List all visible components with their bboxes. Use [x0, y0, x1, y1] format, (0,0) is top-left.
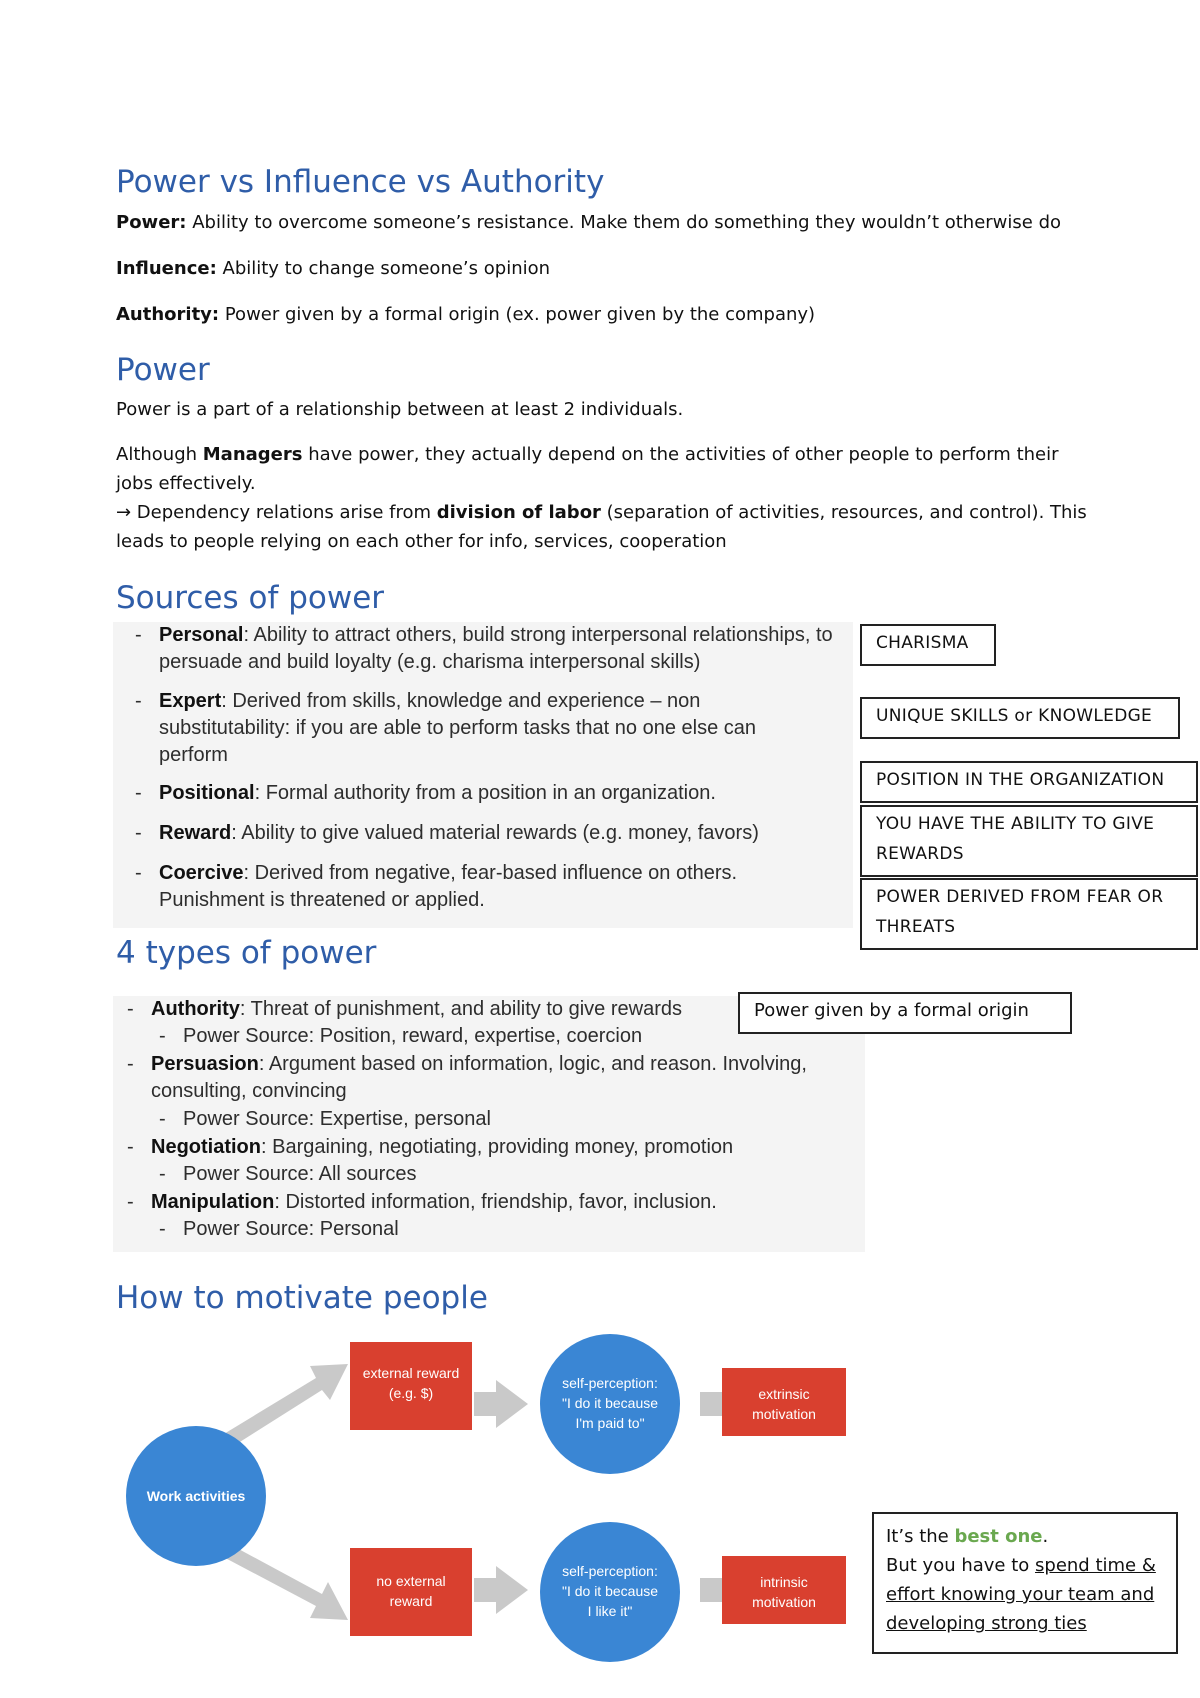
- source-item-expert: - Expert: Derived from skills, knowledge and experience – non substitutability: if you are able to perform tasks that no one else can perform: [135, 690, 756, 766]
- no-reward-label-1: no external: [376, 1573, 446, 1589]
- heading-power: Power: [116, 352, 210, 388]
- external-reward-label-2: (e.g. $): [388, 1385, 434, 1401]
- type-source-manipulation: - Power Source: Personal: [159, 1218, 399, 1240]
- self2-label-1: self-perception:: [562, 1563, 658, 1579]
- note-charisma: CHARISMA: [860, 624, 996, 666]
- note-position: POSITION IN THE ORGANIZATION: [860, 761, 1198, 803]
- arrow-top-1: [474, 1380, 528, 1428]
- note-best-one: It’s the best one. But you have to spend time & effort knowing your team and developing strong ties: [872, 1512, 1178, 1654]
- heading-sources-of-power: Sources of power: [116, 580, 385, 616]
- type-item-authority: - Authority: Threat of punishment, and ability to give rewards: [127, 998, 682, 1020]
- note-formal-origin: Power given by a formal origin: [738, 992, 1072, 1034]
- type-source-negotiation: - Power Source: All sources: [159, 1163, 417, 1185]
- authority-definition: Authority: Power given by a formal origin (ex. power given by the company): [116, 304, 816, 325]
- extrinsic-label-1: extrinsic: [758, 1386, 810, 1402]
- self1-label-2: "I do it because: [561, 1395, 659, 1411]
- intrinsic-motivation-box: [722, 1556, 846, 1624]
- source-item-reward: - Reward: Ability to give valued material rewards (e.g. money, favors): [135, 822, 759, 844]
- external-reward-label-1: external reward: [362, 1365, 460, 1381]
- heading-power-vs-influence: Power vs Influence vs Authority: [116, 164, 605, 200]
- note-fear: POWER DERIVED FROM FEAR OR THREATS: [860, 878, 1198, 950]
- source-item-personal: - Personal: Ability to attract others, build strong interpersonal relationships, to persuade and build loyalty (e.g. charisma interpersonal skills): [135, 624, 833, 673]
- type-item-persuasion: - Persuasion: Argument based on information, logic, and reason. Involving, consulting, convincing: [127, 1053, 807, 1102]
- no-external-reward-box: [350, 1548, 472, 1636]
- type-source-authority: - Power Source: Position, reward, expertise, coercion: [159, 1025, 643, 1047]
- type-source-persuasion: - Power Source: Expertise, personal: [159, 1108, 491, 1130]
- dependency-paragraph: → Dependency relations arise from division of labor (separation of activities, resources, and control). This leads to people relying on each other for info, services, cooperation: [116, 502, 1087, 552]
- types-list-image: [113, 996, 865, 1252]
- motivation-diagram: [116, 1320, 866, 1672]
- extrinsic-motivation-box: [722, 1368, 846, 1436]
- type-item-manipulation: - Manipulation: Distorted information, friendship, favor, inclusion.: [127, 1191, 717, 1213]
- type-item-negotiation: - Negotiation: Bargaining, negotiating, providing money, promotion: [127, 1136, 734, 1158]
- influence-definition: Influence: Ability to change someone’s opinion: [116, 258, 551, 279]
- arrow-bottom-1: [474, 1566, 528, 1614]
- note-rewards: YOU HAVE THE ABILITY TO GIVE REWARDS: [860, 805, 1198, 877]
- intrinsic-label-2: motivation: [752, 1594, 816, 1610]
- intrinsic-label-1: intrinsic: [760, 1574, 808, 1590]
- sources-list-image: [113, 622, 853, 928]
- no-reward-label-2: reward: [389, 1593, 433, 1609]
- heading-how-to-motivate: How to motivate people: [116, 1280, 488, 1316]
- note-unique-skills: UNIQUE SKILLS or KNOWLEDGE: [860, 697, 1180, 739]
- power-line: Power is a part of a relationship between at least 2 individuals.: [116, 399, 684, 420]
- managers-paragraph: Although Managers have power, they actually depend on the activities of other people to perform their jobs effectively.: [116, 444, 1059, 494]
- self1-label-1: self-perception:: [562, 1375, 658, 1391]
- power-definition: Power: Ability to overcome someone’s resistance. Make them do something they wouldn’t otherwise do: [116, 212, 1062, 233]
- self2-label-2: "I do it because: [561, 1583, 659, 1599]
- self2-label-3: I like it": [587, 1603, 633, 1619]
- source-item-coercive: - Coercive: Derived from negative, fear-based influence on others. Punishment is threatened or applied.: [135, 862, 738, 911]
- work-activities-label: Work activities: [146, 1488, 246, 1504]
- self1-label-3: I'm paid to": [575, 1415, 645, 1431]
- source-item-positional: - Positional: Formal authority from a position in an organization.: [135, 782, 716, 804]
- heading-4-types-of-power: 4 types of power: [116, 935, 377, 971]
- extrinsic-label-2: motivation: [752, 1406, 816, 1422]
